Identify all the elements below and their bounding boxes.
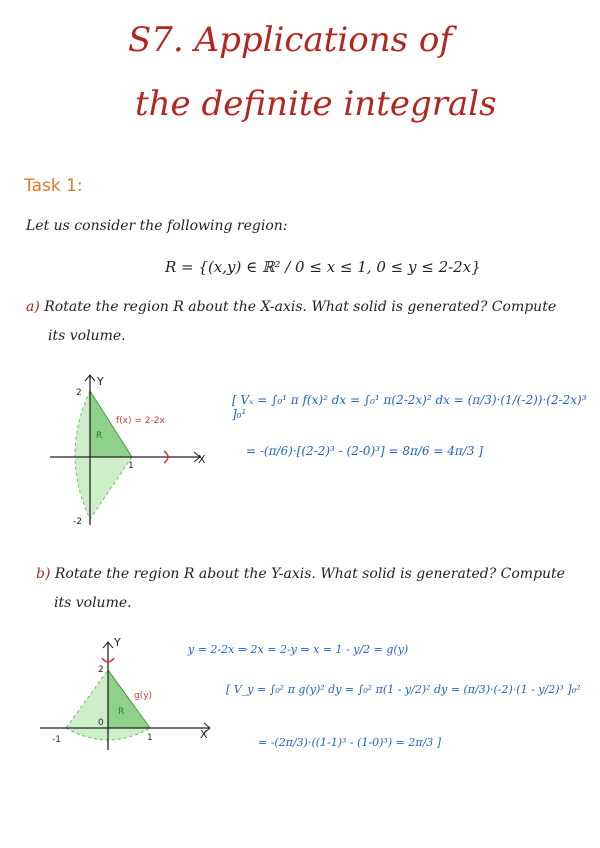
figure-b-origin: 0: [98, 718, 104, 728]
figure-a-func-label: f(x) = 2-2x: [116, 416, 165, 426]
part-b-line1: Rotate the region R about the Y-axis. What solid is generated? Compute: [54, 566, 565, 582]
figure-b-func-label: g(y): [134, 691, 153, 701]
part-a-label: a): [26, 299, 40, 315]
figure-b-region-label: R: [118, 707, 125, 717]
figure-a: [40, 365, 220, 525]
figure-b-x-label: X: [200, 728, 208, 741]
figure-a-x-one: 1: [128, 461, 134, 471]
part-b-eq1: [ V_y = ∫₀² π g(y)² dy = ∫₀² π(1 - y/2)² dy = (π/3)·(-2)·(1 - y/2)³ ]₀²: [226, 683, 581, 696]
region-definition: R = {(x,y) ∈ ℝ² / 0 ≤ x ≤ 1, 0 ≤ y ≤ 2-2x}: [165, 258, 481, 276]
figure-b-x-one: 1: [147, 733, 153, 743]
figure-a-region-label: R: [96, 431, 103, 441]
part-b-line2: its volume.: [54, 595, 132, 611]
part-a-text: [26, 299, 586, 315]
figure-a-x-label: X: [198, 453, 206, 466]
part-a-line1: Rotate the region R about the X-axis. What solid is generated? Compute: [44, 299, 557, 315]
part-b-label: b): [36, 566, 51, 582]
task-label: Task 1:: [24, 176, 83, 196]
intro-text: Let us consider the following region:: [26, 218, 288, 234]
figure-a-y-top: 2: [76, 388, 82, 398]
part-a-line2: its volume.: [48, 328, 126, 344]
page-title-line1: S7. Applications of: [128, 20, 452, 60]
figure-b-y-top: 2: [98, 665, 104, 675]
part-b-eq0: y = 2-2x ⇒ 2x = 2-y ⇒ x = 1 - y/2 = g(y): [188, 643, 409, 656]
figure-b-x-neg: -1: [52, 735, 61, 745]
part-b-text: [36, 566, 586, 582]
figure-a-y-label: Y: [97, 375, 104, 388]
part-a-eq1: [ Vₓ = ∫₀¹ π f(x)² dx = ∫₀¹ π(2-2x)² dx = (π/3)·(1/(-2))·(2-2x)³ ]₀¹: [232, 393, 587, 421]
figure-b-y-label: Y: [114, 636, 121, 649]
part-a-eq2: = -(π/6)·[(2-2)³ - (2-0)³] = 8π/6 = 4π/3 ]: [246, 444, 483, 458]
page-title-line2: the definite integrals: [135, 84, 497, 124]
figure-a-y-bottom: -2: [73, 517, 82, 525]
part-b-eq2: = -(2π/3)·((1-1)³ - (1-0)³) = 2π/3 ]: [258, 736, 442, 749]
